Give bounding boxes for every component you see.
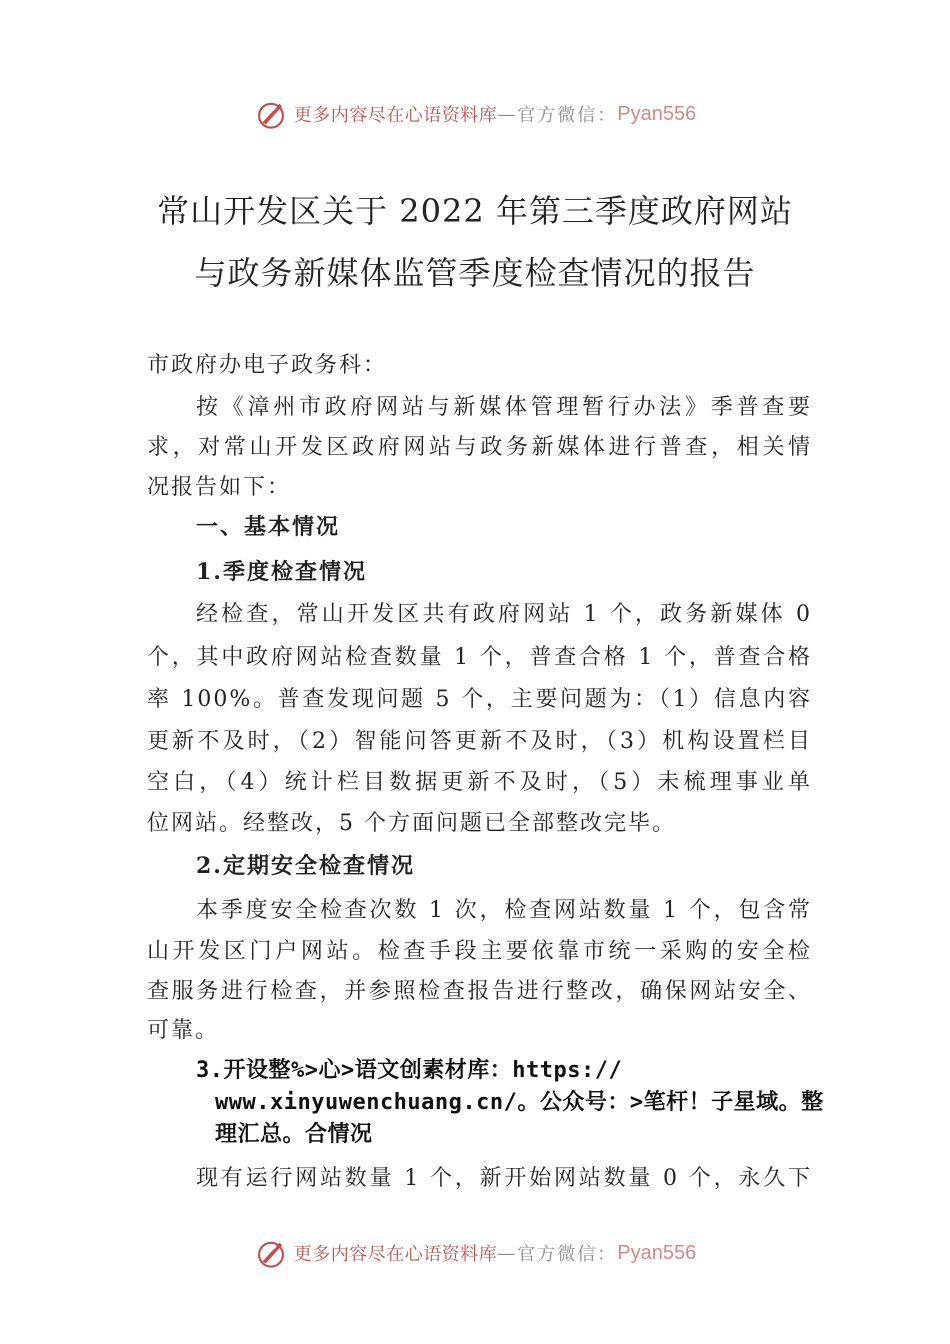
subsection-heading: 1.季度检查情况 [196,559,367,585]
paragraph-line: 况报告如下： [147,475,292,500]
paragraph-line: 按《漳州市政府网站与新媒体管理暂行办法》季普查要 [196,395,812,420]
paragraph-line: 现有运行网站数量 1 个，新开始网站数量 0 个，永久下 [196,1166,812,1191]
section-heading: 一、基本情况 [196,514,341,540]
paragraph-line: 位网站。经整改，5 个方面问题已全部整改完毕。 [147,811,676,836]
subsection-heading: 2.定期安全检查情况 [196,853,415,879]
watermark-wechat-label: 官方微信： [517,105,618,126]
paragraph-line: 山开发区门户网站。检查手段主要依靠市统一采购的安全检 [147,939,812,964]
paragraph-line: 可靠。 [147,1018,220,1043]
document-title-line-1: 常山开发区关于 2022 年第三季度政府网站 [157,192,793,230]
paragraph-line: 空白，（4）统计栏目数据更新不及时，（5）未梳理事业单 [147,770,812,795]
paragraph-line: 个，其中政府网站检查数量 1 个，普查合格 1 个，普查合格 [147,645,812,670]
watermark-dash: — [497,1242,518,1264]
watermark-wechat-id: Pyan556 [617,1241,697,1264]
paragraph-line: 经检查，常山开发区共有政府网站 1 个，政务新媒体 0 [196,602,812,627]
salutation: 市政府办电子政务科： [147,353,388,378]
quill-logo-icon [254,97,288,131]
watermark-dash: — [497,103,518,125]
quill-logo-icon [254,1236,288,1270]
watermark-brand: 更多内容尽在心语资料库 [293,105,498,126]
document-title-line-2: 与政务新媒体监管季度检查情况的报告 [194,254,756,292]
subsection-heading-link-1: 3.开设整%>心>语文创素材库：https:// [196,1058,623,1083]
watermark-wechat-id: Pyan556 [617,102,697,125]
subsection-heading-link-2: www.xinyuwenchuang.cn/。公众号：>笔杆！子星域。整 [215,1090,824,1115]
paragraph-line: 本季度安全检查次数 1 次，检查网站数量 1 个，包含常 [196,898,812,923]
paragraph-line: 更新不及时，（2）智能问答更新不及时，（3）机构设置栏目 [147,729,812,754]
watermark-header [0,94,950,134]
subsection-heading-link-3: 理汇总。合情况 [215,1122,373,1147]
watermark-wechat-label: 官方微信： [517,1244,618,1265]
paragraph-line: 率 100%。普查发现问题 5 个，主要问题为：（1）信息内容 [147,687,812,712]
watermark-brand: 更多内容尽在心语资料库 [293,1244,498,1265]
watermark-footer [0,1233,950,1273]
paragraph-line: 求，对常山开发区政府网站与政务新媒体进行普查，相关情 [147,435,812,460]
paragraph-line: 查服务进行检查，并参照检查报告进行整改，确保网站安全、 [147,979,812,1004]
